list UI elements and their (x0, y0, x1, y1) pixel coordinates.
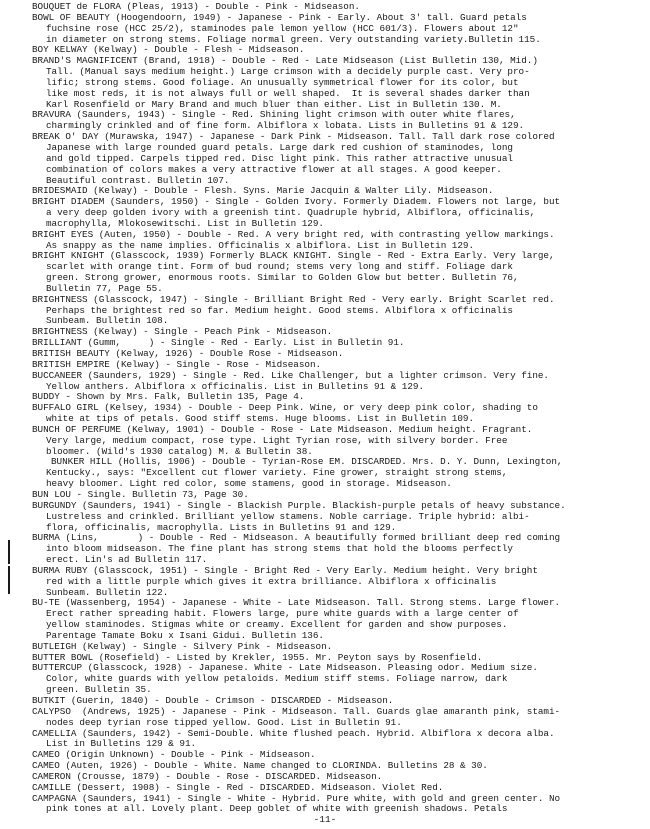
entry-heading-line: BRIGHTNESS (Glasscock, 1947) - Single - Brilliant Bright Red - Very early. Bright Scarlet red. (32, 293, 555, 305)
entry-heading-line: BOUQUET de FLORA (Pleas, 1913) - Double - Pink - Midseason. (32, 1, 360, 12)
entry-heading-line: BUTKIT (Guerin, 1840) - Double - Crimson - DISCARDED - Midseason. (32, 695, 394, 706)
entry-heading-line: BURGUNDY (Saunders, 1941) - Single - Blackish Purple. Blackish-purple petals of heavy substance. (32, 499, 566, 511)
entry-heading-line: BRAND'S MAGNIFICENT (Brand, 1918) - Double - Red - Late Midseason (List Bulletin 130, Mid.) (32, 55, 538, 67)
entry-heading-line: BRIGHT KNIGHT (Glasscock, 1939) Formerly BLACK KNIGHT. Single - Red - Extra Early. Very large, (32, 250, 555, 262)
entry-heading-line: BRITISH EMPIRE (Kelway) - Single - Rose - Midseason. (32, 358, 322, 370)
entry-heading-line: BREAK O' DAY (Murawska, 1947) - Japanese - Dark Pink - Midseason. Tall. Tall dark rose colored (32, 131, 555, 143)
entry-heading-line: BRIDESMAID (Kelway) - Double - Flesh. Syns. Marie Jacquin & Walter Lily. Midseason. (32, 185, 494, 197)
entry-heading-line: BUN LOU - Single. Bulletin 73, Page 30. (32, 488, 249, 500)
entry-continuation-line: nodes deep tyrian rose tipped yellow. Good. List in Bulletin 91. (46, 716, 402, 728)
entry-continuation-line: Tall. (Manual says medium height.) Large crimson with a decidely purple cast. Very pro- (46, 66, 530, 78)
entry-continuation-line: Sunbeam. Bulletin 122. (46, 586, 169, 598)
entry-heading-line: BRILLIANT (Gumm, ) - Single - Red - Early. List in Bulletin 91. (32, 337, 405, 349)
entry-continuation-line: bloomer. (Wild's 1930 catalog) M. & Bulletin 38. (46, 445, 313, 457)
entry-continuation-line: green. Strong grower, enormous roots. Similar to Golden Glow but better. Bulletin 76, (46, 272, 519, 284)
entry-heading-line: CAMELLIA (Saunders, 1942) - Semi-Double. White flushed peach. Hybrid. Albiflora x decora alba. (32, 727, 555, 739)
entry-continuation-line: red with a little purple which gives it extra brilliance. Albiflora x officinalis (46, 575, 497, 587)
entry-continuation-line: Japanese with large rounded guard petals. Large dark red cushion of staminodes, long (46, 141, 513, 153)
entry-heading-line: BRITISH BEAUTY (Kelway, 1926) - Double Rose - Midseason. (32, 348, 344, 359)
entry-continuation-line: Bulletin 77, Page 55. (46, 282, 163, 294)
entry-continuation-line: fuchsine rose (HCC 25/2), staminodes pale lemon yellow (HCC 601/3). Flowers about 12" (46, 22, 519, 34)
entry-continuation-line: Erect rather spreading habit. Flowers large, pure white guards with a large center of (46, 608, 519, 620)
entry-continuation-line: Parentage Tamate Boku x Isani Gidui. Bulletin 136. (46, 629, 324, 641)
entry-continuation-line: macrophylla, Mlokosewitschi. List in Bulletin 129. (46, 217, 324, 229)
entry-heading-line: BUTTERCUP (Glasscock, 1928) - Japanese. White - Late Midseason. Pleasing odor. Medium size. (32, 662, 538, 674)
entry-heading-line: BUFFALO GIRL (Kelsey, 1934) - Double - Deep Pink. Wine, or very deep pink color, shading to (32, 402, 538, 414)
entry-heading-line: BRIGHT EYES (Auten, 1950) - Double - Red. A very bright red, with contrasting yellow markings. (32, 228, 555, 240)
entry-heading-line: CAMERON (Crousse, 1879) - Double - Rose - DISCARDED. Midseason. (32, 770, 383, 782)
entry-heading-line: CAMILLE (Dessert, 1908) - Single - Red - DISCARDED. Midseason. Violet Red. (32, 781, 444, 793)
entry-heading-line: BRAVURA (Saunders, 1943) - Single - Red. Shining light crimson with outer white flares, (32, 109, 516, 121)
entry-heading-line: CAMEO (Origin Unknown) - Double - Pink - Midseason. (32, 749, 316, 761)
entry-continuation-line: lific; strong stems. Good foliage. An unusually symmetrical flower for its color, but (46, 76, 519, 88)
entry-continuation-line: Very large, medium compact, rose type. Light Tyrian rose, with silvery border. Free (46, 434, 508, 446)
entry-heading-line: BRIGHT DIADEM (Saunders, 1950) - Single - Golden Ivory. Formerly Diadem. Flowers not large, but (32, 196, 561, 208)
entry-heading-line: BUTLEIGH (Kelway) - Single - Silvery Pink - Midseason. (32, 640, 333, 652)
entry-continuation-line: pink tones at all. Lovely plant. Deep goblet of white with greenish shadows. Petals (46, 803, 508, 815)
entry-continuation-line: As snappy as the name implies. Officinalis x albiflora. List in Bulletin 129. (46, 239, 475, 251)
entry-heading-line: BUTTER BOWL (Rosefield) - Listed by Krekler, 1955. Mr. Peyton says by Rosenfield. (32, 651, 483, 663)
entry-heading-line: CAMPAGNA (Saunders, 1941) - Single - White - Hybrid. Pure white, with gold and green center. No (32, 792, 561, 804)
entry-continuation-line: Karl Rosenfield or Mary Brand and much bluer than either. List in Bulletin 130. M. (46, 98, 502, 110)
entry-heading-line: BUDDY - Shown by Mrs. Falk, Bulletin 135, Page 4. (32, 391, 305, 403)
entry-continuation-line: Kentucky., says: "Excellent cut flower variety. Fine grower, straight strong stems, (46, 467, 508, 479)
entry-continuation-line: in diameter on strong stems. Foliage normal green. Very outstanding variety.Bulletin 115. (46, 33, 541, 45)
entry-heading-line: CAMEO (Auten, 1926) - Double - White. Name changed to CLORINDA. Bulletins 28 & 30. (32, 760, 488, 772)
entry-heading-line: BUCCANEER (Saunders, 1929) - Single - Red. Like Challenger, but a lighter crimson. Very fine. (32, 369, 549, 381)
entry-continuation-line: Color, white guards with yellow petaloids. Medium stiff stems. Foliage narrow, dark (46, 673, 508, 685)
entry-continuation-line: erect. Lin's ad Bulletin 117. (46, 554, 208, 566)
entry-continuation-line: List in Bulletins 129 & 91. (46, 738, 197, 750)
entry-continuation-line: heavy bloomer. Light red color, some stamens, good in storage. Midseason. (46, 478, 452, 490)
entry-heading-line: BURMA (Lins, ) - Double - Red - Midseason. A beautifully formed brilliant deep red coming (32, 532, 561, 544)
entry-continuation-line: flora, officinalis, macrophylla. Lists in Bulletins 91 and 129. (46, 521, 397, 533)
entry-continuation-line: into bloom midseason. The fine plant has strong stems that hold the blooms perfectly (46, 543, 513, 555)
page-number: -11- (313, 814, 337, 825)
entry-continuation-line: charmingly crinkled and of fine form. Albiflora x lobata. Lists in Bulletins 91 & 129. (46, 120, 525, 132)
entry-heading-line: BRIGHTNESS (Kelway) - Single - Peach Pink - Midseason. (32, 326, 333, 338)
entry-continuation-line: combination of colors makes a very attractive flower at all stages. A good keeper. (46, 163, 502, 175)
entry-continuation-line: a very deep golden ivory with a greenish tint. Quadruple hybrid, Albiflora, officinalis, (46, 207, 536, 219)
entry-continuation-line: BUNKER HILL (Hollis, 1906) - Double - Tyrian-Rose EM. DISCARDED. Mrs. D. Y. Dunn, Lexington, (51, 456, 563, 468)
entry-continuation-line: Lustreless and crinkled. Brilliant yellow stamens. Noble carriage. Triple hybrid: albi- (46, 510, 530, 522)
margin-change-bar (8, 540, 10, 564)
entry-heading-line: BOWL OF BEAUTY (Hoogendoorn, 1949) - Japanese - Pink - Early. About 3' tall. Guard petals (32, 11, 527, 23)
entry-continuation-line: Yellow anthers. Albiflora x officinalis. List in Bulletins 91 & 129. (46, 380, 425, 392)
entry-continuation-line: Sunbeam. Bulletin 108. (46, 315, 169, 327)
entry-heading-line: BOY KELWAY (Kelway) - Double - Flesh - Midseason. (32, 44, 305, 56)
margin-change-bar (8, 566, 10, 594)
entry-heading-line: BU-TE (Wassenberg, 1954) - Japanese - White - Late Midseason. Tall. Strong stems. Large flower. (32, 597, 561, 609)
entry-continuation-line: white at tips of petals. Good stiff stems. Huge blooms. List in Bulletin 109. (46, 413, 475, 425)
entry-continuation-line: Perhaps the brightest red so far. Medium height. Good stems. Albiflora x officinalis (46, 304, 513, 316)
entry-continuation-line: yellow staminodes. Stigmas white or creamy. Excellent for garden and show purposes. (46, 619, 508, 631)
entry-continuation-line: and gold tipped. Carpels tipped red. Disc light pink. This rather attractive unusual (46, 152, 513, 164)
peony-register-entries (32, 2, 644, 815)
entry-continuation-line: scarlet with orange tint. Form of bud round; stems very long and stiff. Foliage dark (46, 261, 513, 273)
entry-continuation-line: Beautiful contrast. Bulletin 107. (46, 174, 230, 186)
entry-heading-line: BURMA RUBY (Glasscock, 1951) - Single - Bright Red - Very Early. Medium height. Very bright (32, 564, 538, 576)
entry-continuation-line: like most reds, it is not always full or well shaped. It is several shades darker than (46, 87, 530, 99)
entry-heading-line: BUNCH OF PERFUME (Kelway, 1901) - Double - Rose - Late Midseason. Medium height. Fragrant. (32, 423, 533, 435)
entry-heading-line: CALYPSO (Andrews, 1925) - Japanese - Pink - Midseason. Tall. Guards glae amaranth pink, stami- (32, 705, 561, 717)
entry-continuation-line: green. Bulletin 35. (46, 684, 152, 696)
